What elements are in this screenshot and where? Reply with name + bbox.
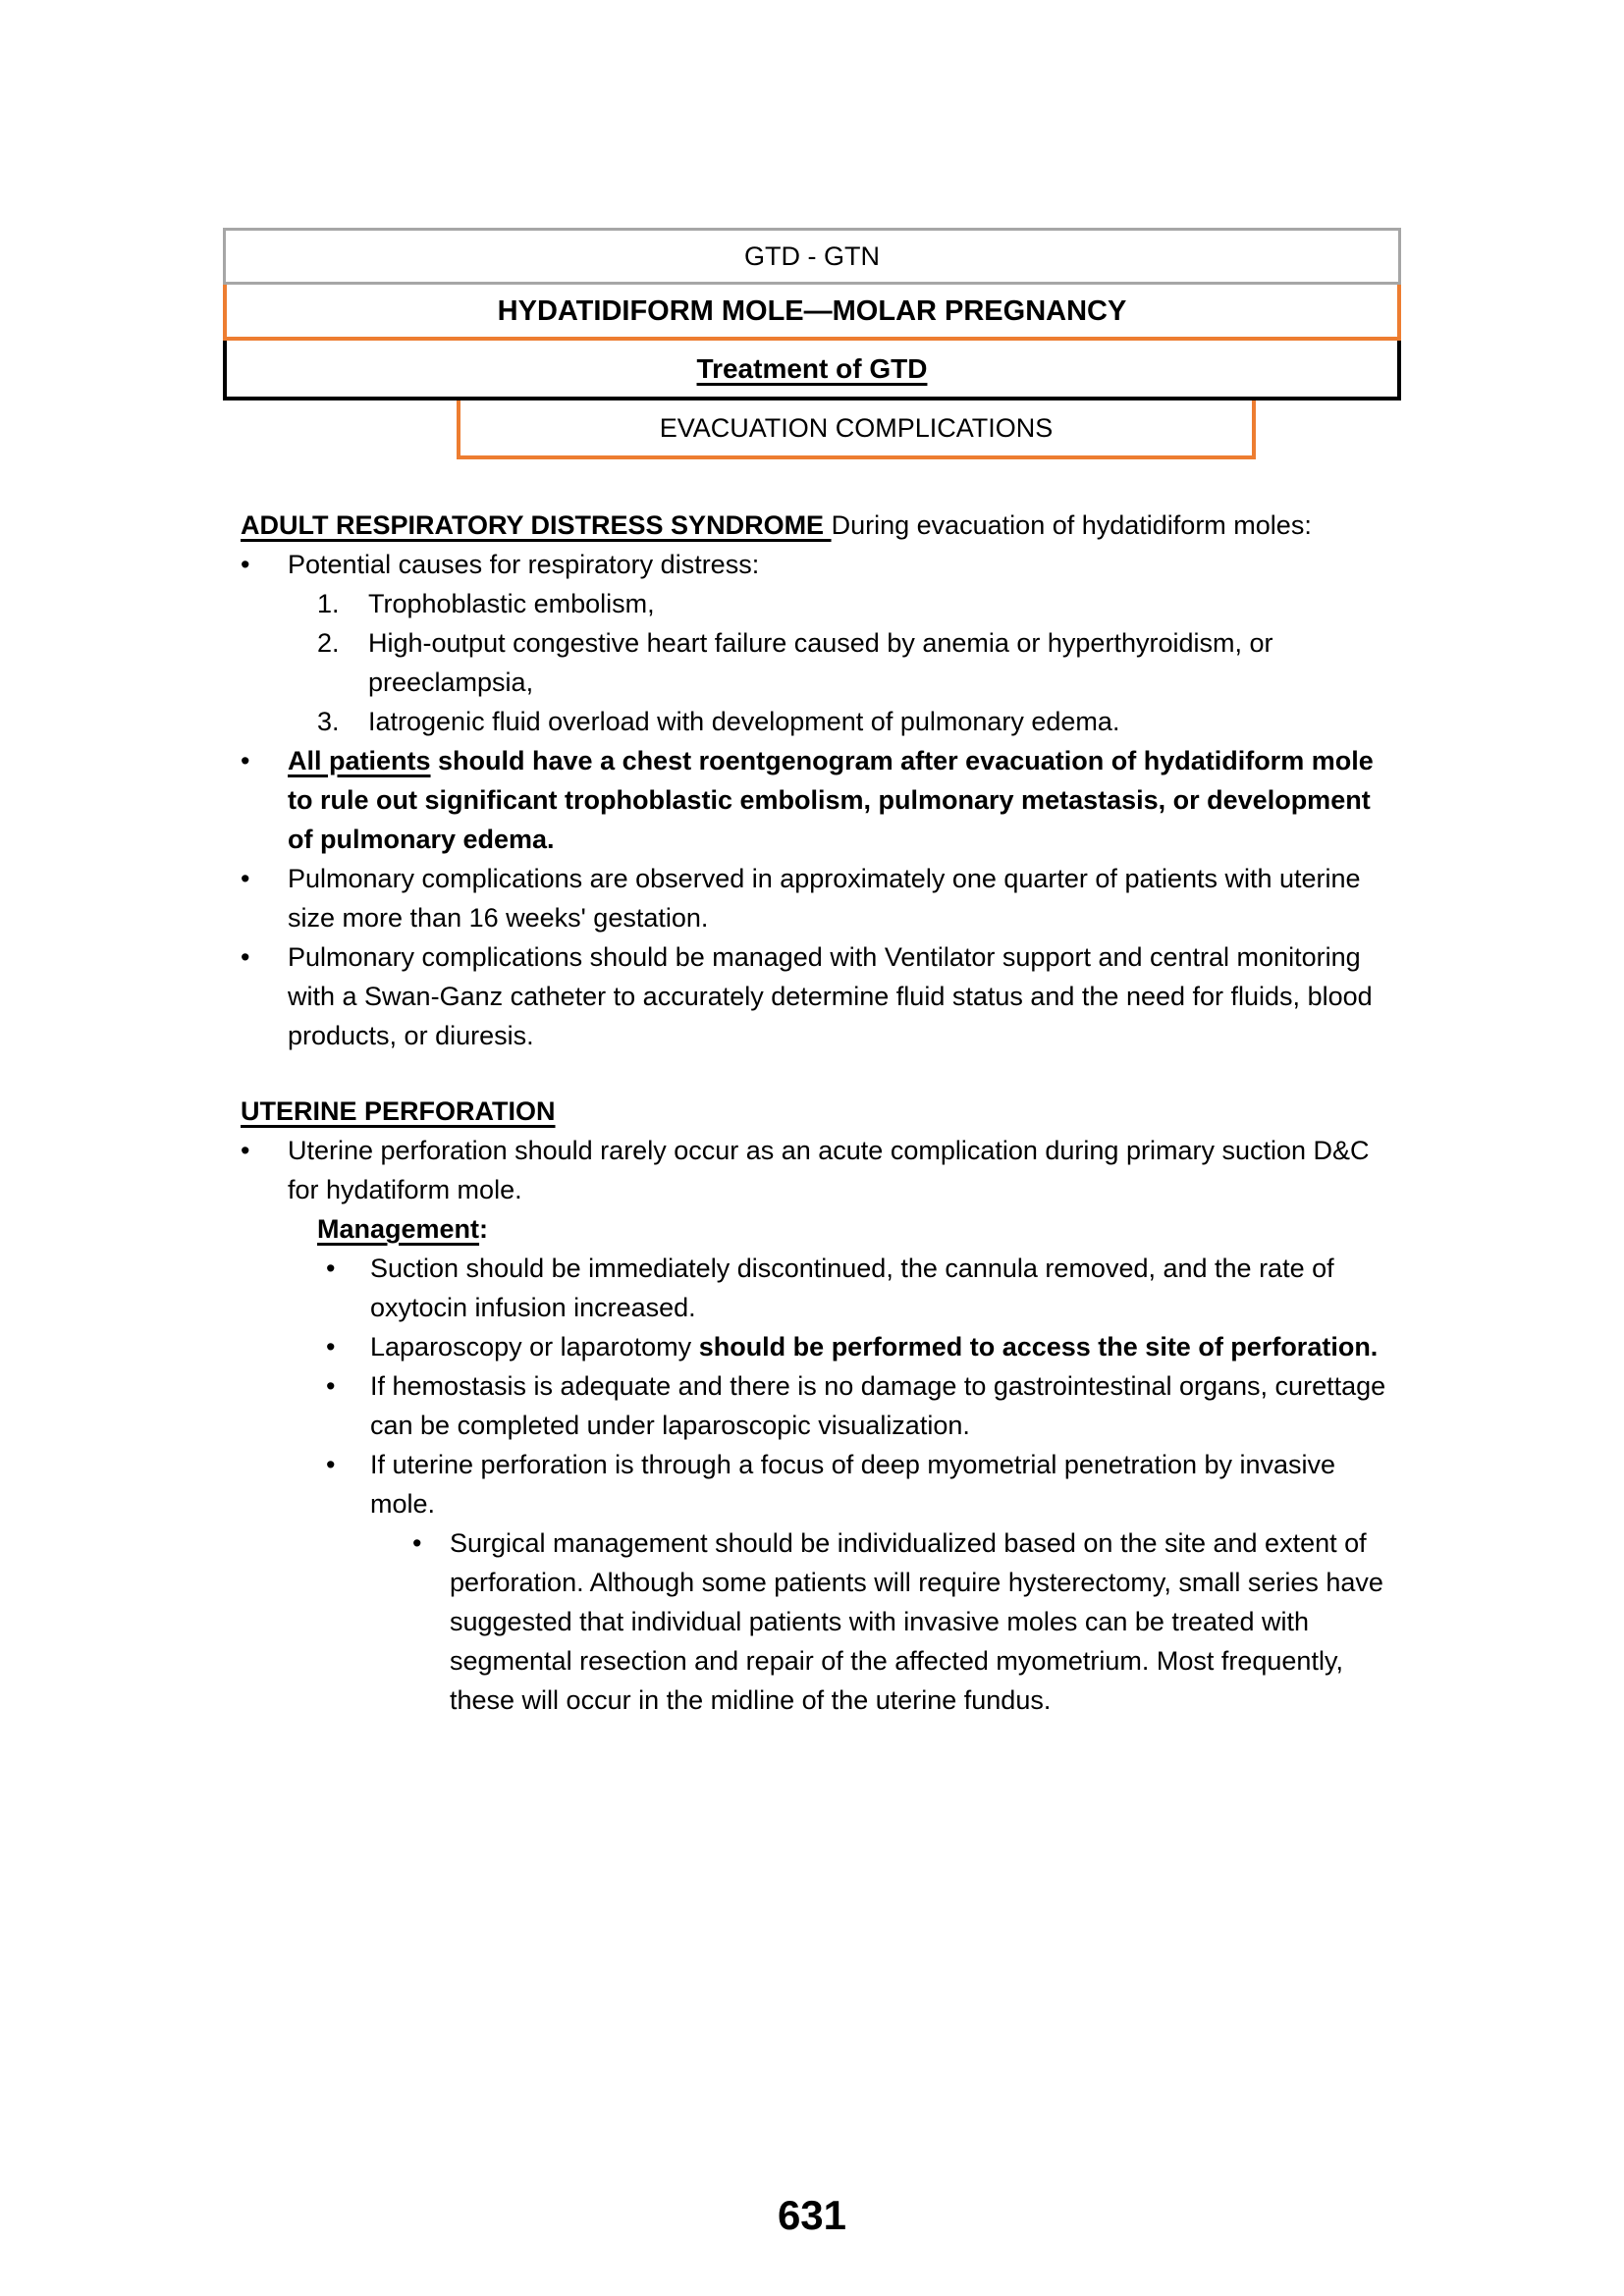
- number-marker: 3.: [317, 707, 340, 736]
- management-label-colon: :: [479, 1214, 489, 1244]
- number-marker: 2.: [317, 628, 340, 658]
- bullet-marker: •: [326, 1254, 336, 1283]
- sub-bullet-suction: [326, 1249, 1389, 1327]
- header-row-evacuation-complications-label: EVACUATION COMPLICATIONS: [659, 413, 1054, 443]
- bullet-marker: •: [241, 942, 250, 972]
- ards-intro-text: During evacuation of hydatidiform moles:: [831, 510, 1312, 540]
- all-patients-rest: should have a chest roentgenogram after evacuation of hydatidiform mole to rule out significant trophoblastic embolism, pulmonary metastasis, or development of pulmonary edema.: [288, 746, 1374, 854]
- management-label: [317, 1209, 1389, 1249]
- page-number: 631: [777, 2192, 847, 2238]
- sub-bullet-hemostasis: [326, 1366, 1389, 1445]
- management-label-text: Management: [317, 1214, 480, 1244]
- header-row-hydatidiform-title-label: HYDATIDIFORM MOLE—MOLAR PREGNANCY: [497, 294, 1127, 327]
- header-row-hydatidiform-title: [223, 285, 1401, 341]
- bullet-text: Pulmonary complications are observed in approximately one quarter of patients with uterine size more than 16 weeks' gestation.: [288, 864, 1361, 933]
- laparoscopy-regular: Laparoscopy or laparotomy: [370, 1332, 699, 1362]
- header-row-treatment-label: Treatment of GTD: [696, 352, 928, 384]
- bullet-marker: •: [326, 1371, 336, 1401]
- numbered-item-3: [317, 702, 1389, 741]
- uterine-perforation-heading-label: UTERINE PERFORATION: [241, 1096, 556, 1126]
- all-patients-emphasis: All patients: [288, 746, 431, 775]
- bullet-marker: •: [412, 1528, 422, 1558]
- header-box-group: [223, 228, 1401, 459]
- laparoscopy-bold: should be performed to access the site of perforation.: [698, 1332, 1379, 1362]
- bullet-text: [370, 1327, 1389, 1366]
- sub-bullet-laparoscopy: [326, 1327, 1389, 1366]
- bullet-text: Surgical management should be individualized based on the site and extent of perforation. Although some patients will require hysterectomy, small series have suggested that individual patients with invasive moles can be treated with segmental resection and repair of the affected myometrium. Most frequently, these will occur in the midline of the uterine fundus.: [450, 1528, 1383, 1715]
- ards-intro-paragraph: [241, 506, 1345, 545]
- bullet-item-all-patients: [241, 741, 1389, 859]
- numbered-text: Iatrogenic fluid overload with development of pulmonary edema.: [368, 707, 1120, 736]
- ards-heading: ADULT RESPIRATORY DISTRESS SYNDROME: [241, 510, 832, 540]
- number-marker: 1.: [317, 589, 340, 618]
- bullet-text: [288, 741, 1389, 859]
- bullet-marker: •: [241, 1136, 250, 1165]
- uterine-perforation-heading: [241, 1092, 1389, 1131]
- bullet-item-uterine-intro: [241, 1131, 1389, 1209]
- header-row-evacuation-complications: [457, 400, 1256, 459]
- numbered-item-1: [317, 584, 1389, 623]
- bullet-item-pulmonary-observed: [241, 859, 1389, 937]
- bullet-text: If uterine perforation is through a focus of deep myometrial penetration by invasive mole.: [370, 1450, 1336, 1519]
- bullet-item-potential-causes: [241, 545, 1389, 584]
- sub-sub-bullet-surgical: [412, 1523, 1389, 1720]
- section-spacer: [241, 1055, 1389, 1092]
- bullet-text: Potential causes for respiratory distress:: [288, 550, 760, 579]
- bullet-item-pulmonary-managed: [241, 937, 1389, 1055]
- bullet-marker: •: [326, 1332, 336, 1362]
- bullet-marker: •: [241, 864, 250, 893]
- bullet-marker: •: [241, 550, 250, 579]
- header-row-gtd-gtn-label: GTD - GTN: [744, 241, 880, 271]
- bullet-text: Suction should be immediately discontinued, the cannula removed, and the rate of oxytocin infusion increased.: [370, 1254, 1334, 1322]
- numbered-text: High-output congestive heart failure caused by anemia or hyperthyroidism, or preeclampsia,: [368, 628, 1273, 697]
- header-row-treatment: [223, 341, 1401, 400]
- numbered-item-2: [317, 623, 1389, 702]
- header-row-gtd-gtn: [223, 228, 1401, 285]
- bullet-text: If hemostasis is adequate and there is no damage to gastrointestinal organs, curettage can be completed under laparoscopic visualization.: [370, 1371, 1386, 1440]
- document-body: [241, 506, 1389, 1720]
- sub-bullet-deep-myometrial: [326, 1445, 1389, 1523]
- bullet-marker: •: [326, 1450, 336, 1479]
- bullet-marker: •: [241, 746, 250, 775]
- bullet-text: Pulmonary complications should be managed with Ventilator support and central monitoring with a Swan-Ganz catheter to accurately determine fluid status and the need for fluids, blood products, or diuresis.: [288, 942, 1373, 1050]
- bullet-text: Uterine perforation should rarely occur as an acute complication during primary suction D&C for hydatiform mole.: [288, 1136, 1370, 1204]
- numbered-text: Trophoblastic embolism,: [368, 589, 655, 618]
